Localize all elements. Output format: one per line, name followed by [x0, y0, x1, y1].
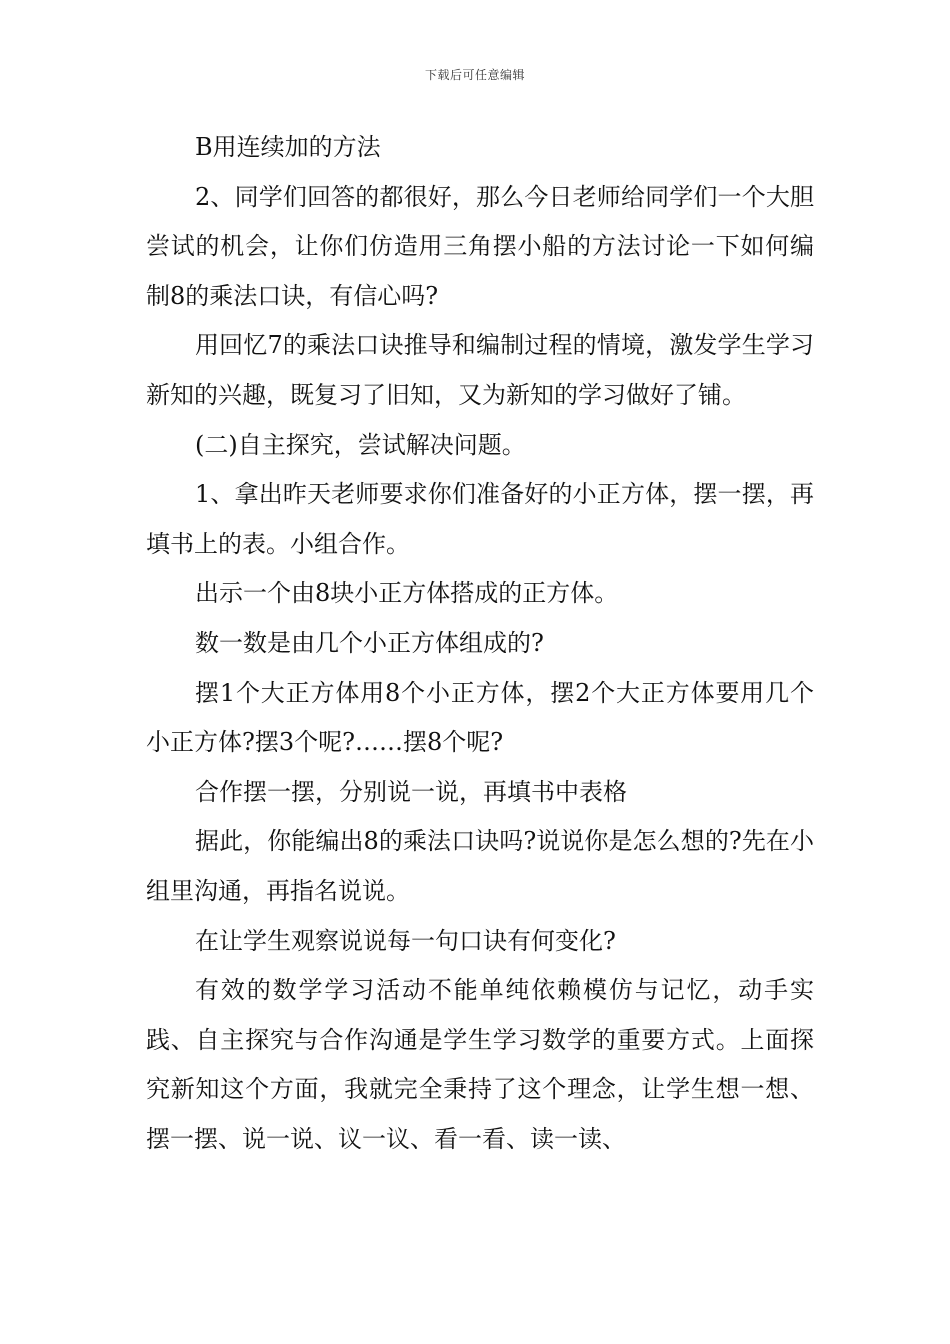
paragraph: (二)自主探究，尝试解决问题。: [195, 430, 526, 459]
paragraph: 据此，你能编出8的乘法口诀吗?说说你是怎么想的?先在小组里沟通，再指名说说。: [146, 827, 814, 905]
paragraph: 合作摆一摆，分别说一说，再填书中表格: [195, 777, 627, 806]
paragraph: 有效的数学学习活动不能单纯依赖模仿与记忆，动手实践、自主探究与合作沟通是学生学习数学的重要方式。上面探究新知这个方面，我就完全秉持了这个理念，让学生想一想、摆一摆、说一说、议一议、看一看、读一读、: [146, 976, 814, 1153]
paragraph: 2、同学们回答的都很好，那么今日老师给同学们一个大胆尝试的机会，让你们仿造用三角摆小船的方法讨论一下如何编制8的乘法口诀，有信心吗?: [146, 182, 814, 310]
paragraph: 用回忆7的乘法口诀推导和编制过程的情境，激发学生学习新知的兴趣，既复习了旧知，又为新知的学习做好了铺。: [146, 331, 814, 409]
document-body: [146, 123, 814, 1164]
paragraph: 摆1个大正方体用8个小正方体，摆2个大正方体要用几个小正方体?摆3个呢?……摆8个呢?: [146, 678, 814, 757]
paragraph: 1、拿出昨天老师要求你们准备好的小正方体，摆一摆，再填书上的表。小组合作。: [146, 480, 814, 558]
paragraph: B用连续加的方法: [195, 133, 381, 161]
page-header: 下载后可任意编辑: [424, 68, 525, 82]
paragraph: 数一数是由几个小正方体组成的?: [195, 628, 544, 657]
paragraph: 出示一个由8块小正方体搭成的正方体。: [195, 579, 619, 608]
paragraph: 在让学生观察说说每一句口诀有何变化?: [195, 926, 616, 955]
